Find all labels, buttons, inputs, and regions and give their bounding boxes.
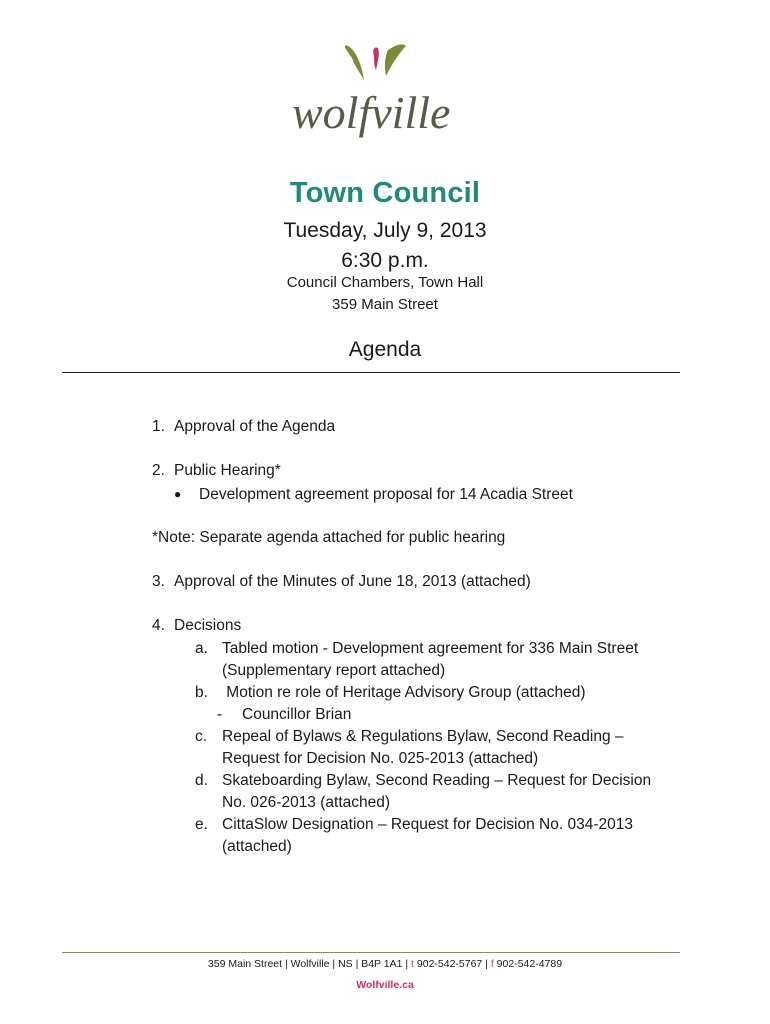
agenda-subitem-c <box>195 726 624 748</box>
agenda-item-text: Public Hearing* <box>174 462 281 479</box>
agenda-item-1 <box>152 416 335 438</box>
subitem-text: Tabled motion - Development agreement for 336 Main Street <box>222 640 639 657</box>
agenda-item-number: 3. <box>152 573 165 590</box>
agenda-item-2 <box>152 460 281 482</box>
meeting-location: Council Chambers, Town Hall <box>286 274 484 291</box>
meeting-time: 6:30 p.m. <box>341 249 429 272</box>
header-divider <box>62 372 680 373</box>
agenda-item-number: 2. <box>152 462 165 479</box>
meeting-date: Tuesday, July 9, 2013 <box>283 219 487 242</box>
footer-divider <box>62 952 680 953</box>
agenda-subitem-b-sub <box>217 704 351 726</box>
subitem-text: Skateboarding Bylaw, Second Reading – Request for Decision <box>222 772 652 789</box>
subitem-text: CittaSlow Designation – Request for Decision No. 034-2013 <box>222 816 633 833</box>
bullet-icon: ● <box>174 487 182 501</box>
agenda-item-3 <box>152 571 531 593</box>
wolfville-logo-icon <box>290 40 480 150</box>
wolfville-logo <box>290 40 480 150</box>
agenda-subitem-a-cont: (Supplementary report attached) <box>222 662 446 679</box>
phone-label: t <box>411 958 414 970</box>
agenda-heading: Agenda <box>348 338 422 361</box>
agenda-subitem-a <box>195 638 638 660</box>
subitem-letter: a. <box>195 640 208 657</box>
subitem-letter: c. <box>195 728 208 745</box>
fax-label: f <box>490 958 494 970</box>
subitem-letter: b. <box>195 684 208 701</box>
agenda-subitem-e <box>195 814 633 836</box>
agenda-item-number: 4. <box>152 617 165 634</box>
logo-wordmark: wolfville <box>292 87 451 138</box>
footer-phone: 902-542-5767 | <box>413 958 491 970</box>
page-title: Town Council <box>289 177 481 209</box>
agenda-subitem-c-cont: Request for Decision No. 025-2013 (attached) <box>222 750 539 767</box>
agenda-subitem-d-cont: No. 026-2013 (attached) <box>222 794 391 811</box>
agenda-subitem-d <box>195 770 651 792</box>
subitem-text: Repeal of Bylaws & Regulations Bylaw, Second Reading – <box>222 728 624 745</box>
subitem-text: Motion re role of Heritage Advisory Group (attached) <box>222 684 586 701</box>
agenda-note: *Note: Separate agenda attached for public hearing <box>152 529 506 546</box>
footer-contact <box>0 958 770 970</box>
footer-address: 359 Main Street | Wolfville | NS | B4P 1A1 | <box>207 958 412 970</box>
subitem-sub-text: Councillor Brian <box>242 706 352 723</box>
subitem-letter: d. <box>195 772 208 789</box>
agenda-item-text: Approval of the Minutes of June 18, 2013 (attached) <box>174 573 531 590</box>
agenda-bullet-text: Development agreement proposal for 14 Acadia Street <box>199 486 573 503</box>
agenda-item-text: Decisions <box>174 617 242 634</box>
agenda-item-4 <box>152 615 241 637</box>
subitem-letter: e. <box>195 816 208 833</box>
agenda-subitem-b <box>195 682 586 704</box>
dash-marker: - <box>217 706 223 723</box>
agenda-item-text: Approval of the Agenda <box>174 418 336 435</box>
footer-website-link[interactable]: Wolfville.ca <box>356 979 414 991</box>
agenda-item-2-bullet <box>174 483 573 506</box>
agenda-item-number: 1. <box>152 418 165 435</box>
footer-fax: 902-542-4789 <box>493 958 563 970</box>
meeting-address: 359 Main Street <box>332 296 438 313</box>
agenda-subitem-e-cont: (attached) <box>222 838 292 855</box>
